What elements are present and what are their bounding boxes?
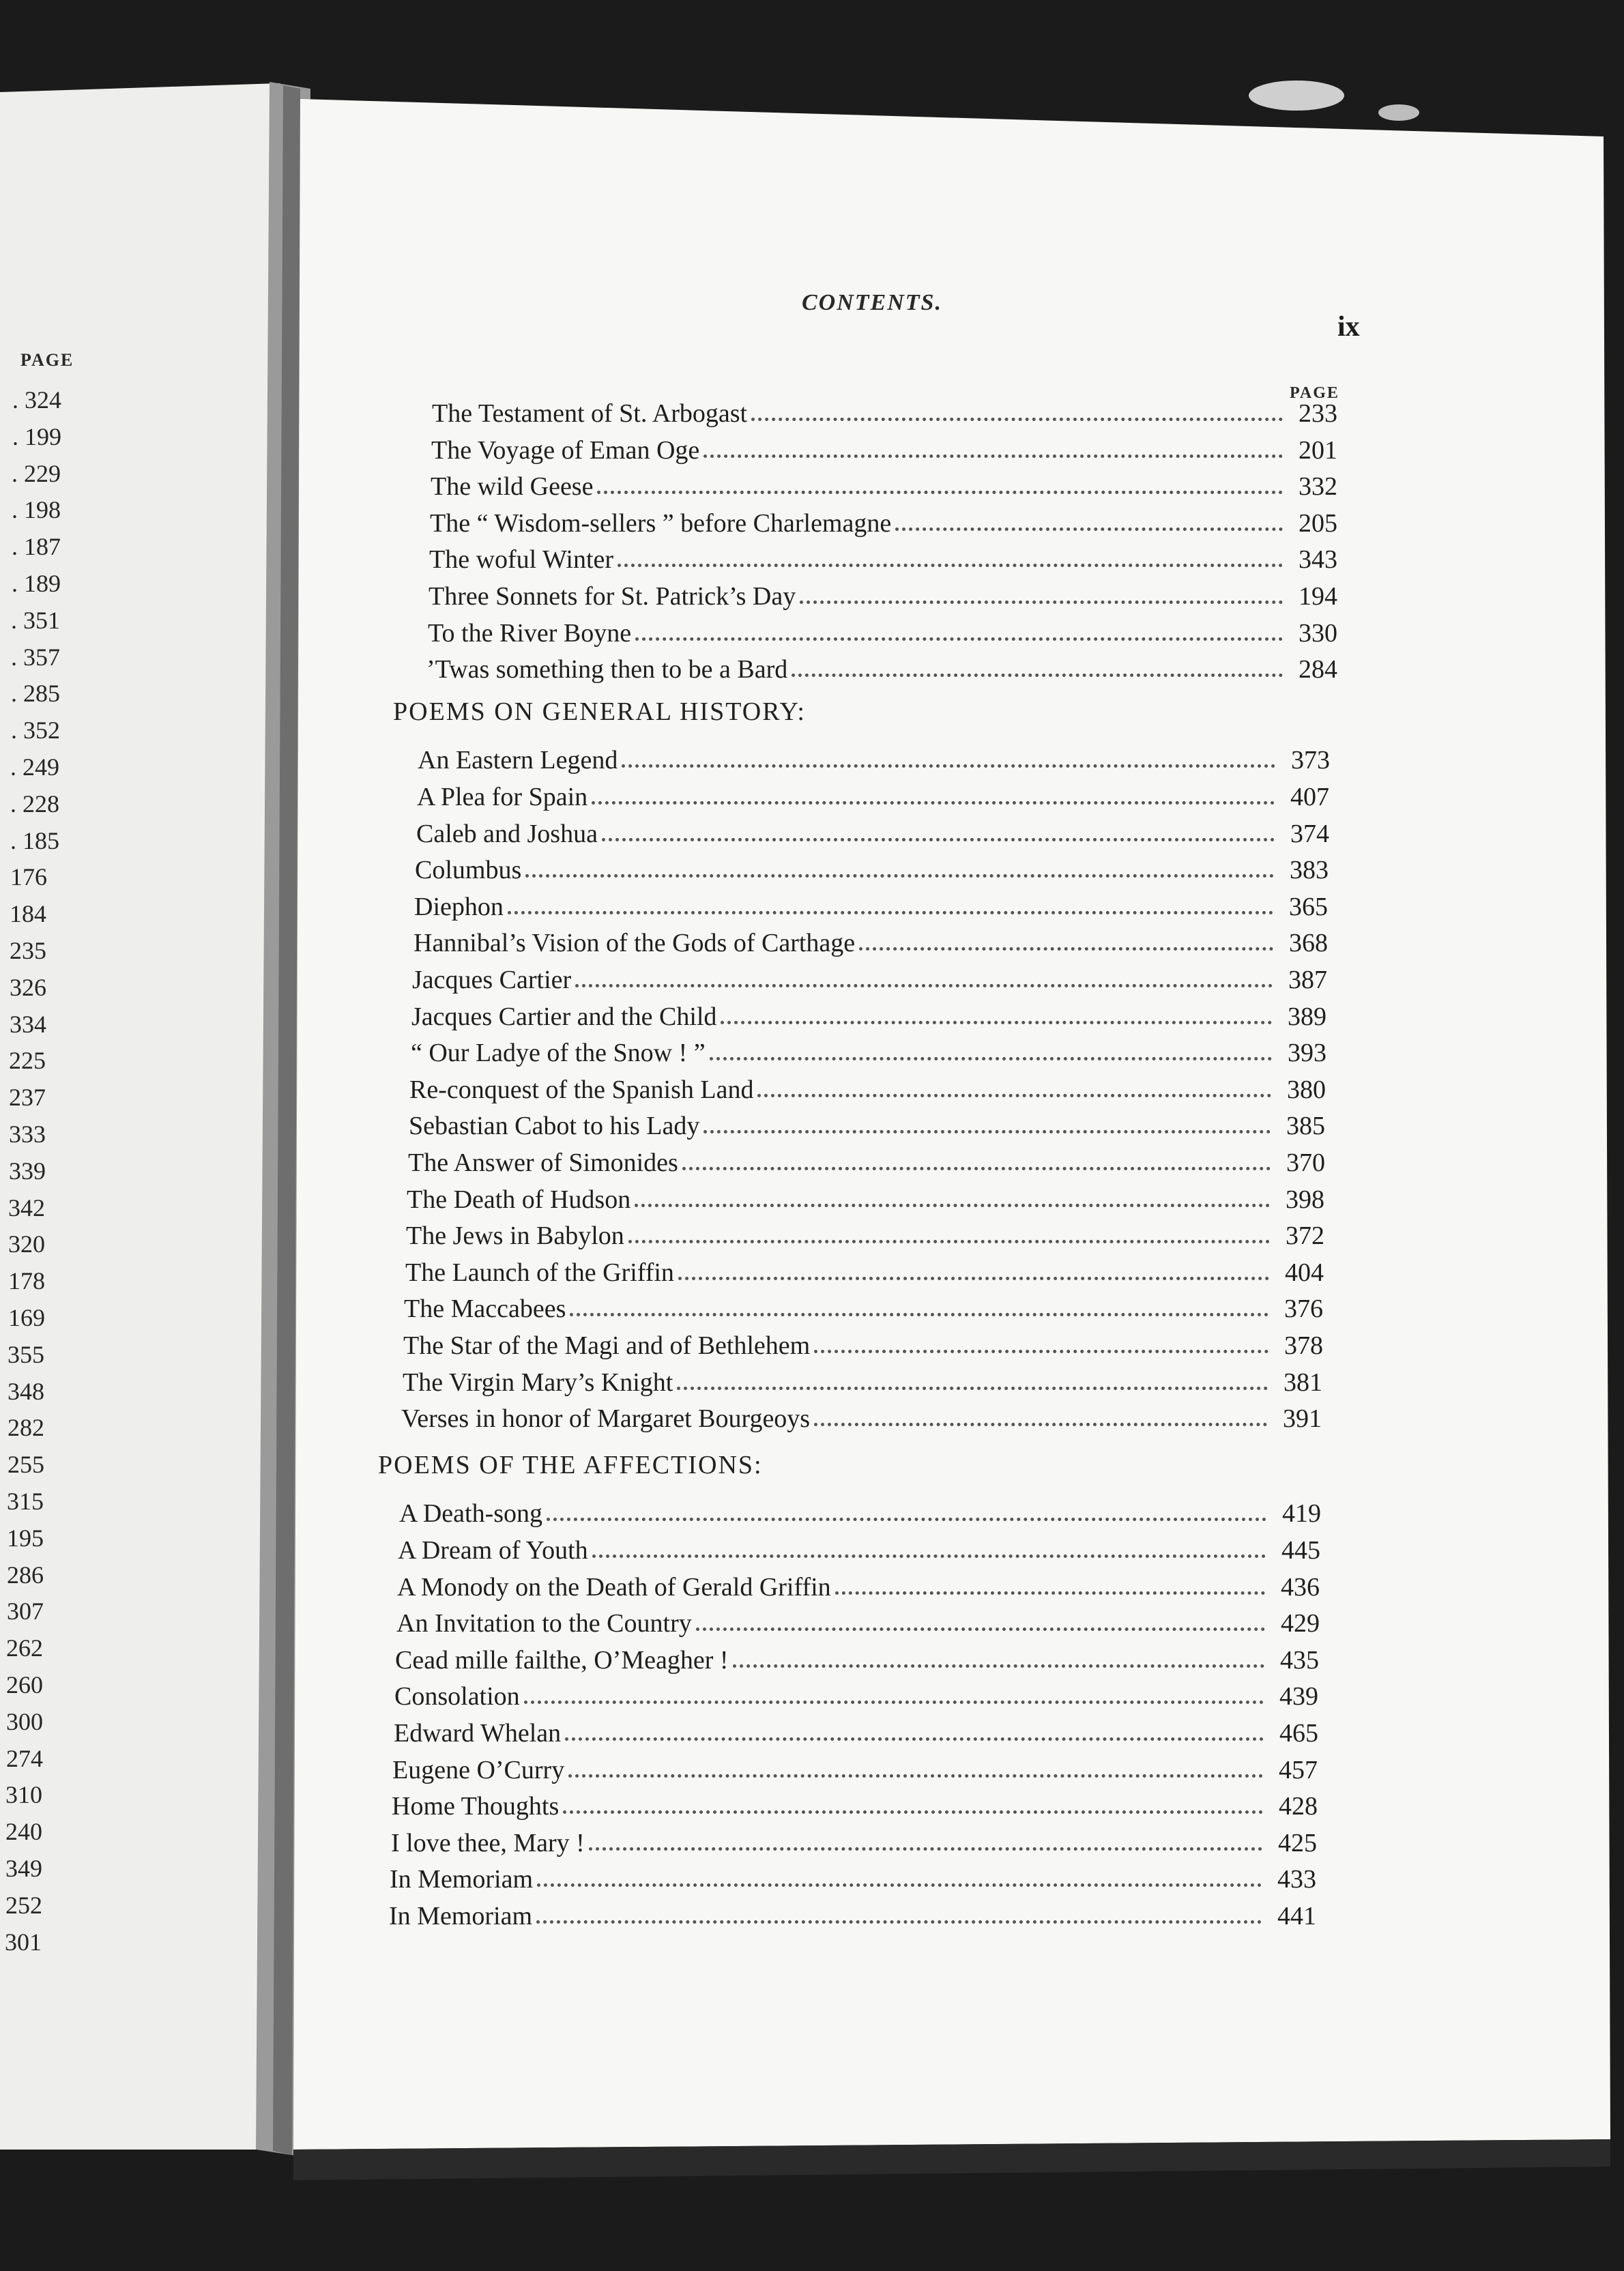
- toc-entry: [432, 394, 1337, 429]
- toc-entry-title: A Monody on the Death of Gerald Griffin: [397, 1572, 831, 1602]
- toc-entry-page: 439: [1279, 1682, 1318, 1711]
- left-page-number: . 199: [12, 422, 61, 450]
- left-page-number: . 185: [10, 826, 59, 854]
- toc-entry-page: 404: [1285, 1258, 1324, 1287]
- toc-entry-title: In Memoriam: [390, 1865, 534, 1894]
- toc-entry-title: The Launch of the Griffin: [405, 1258, 674, 1287]
- toc-entry: [416, 815, 1329, 849]
- left-page-number: . 229: [12, 459, 61, 487]
- toc-entry-title: The Star of the Magi and of Bethlehem: [403, 1331, 811, 1360]
- toc-entry-page: 194: [1299, 582, 1337, 611]
- toc-entry: [415, 851, 1329, 885]
- toc-entry-title: To the River Boyne: [428, 618, 632, 648]
- toc-entry: [426, 650, 1337, 684]
- toc-entry: [403, 1363, 1322, 1398]
- toc-entry: [392, 1787, 1318, 1821]
- toc-entry: [407, 1181, 1324, 1215]
- left-page-number: 169: [8, 1304, 45, 1331]
- left-page-number: . 351: [11, 606, 60, 634]
- section-heading: POEMS OF THE AFFECTIONS:: [378, 1450, 763, 1479]
- dot-leader: [757, 1094, 1271, 1097]
- toc-entry: [394, 1714, 1318, 1748]
- dot-leader: [508, 911, 1273, 914]
- toc-entry: [392, 1751, 1318, 1785]
- dot-leader: [800, 601, 1283, 604]
- dot-leader: [565, 1737, 1264, 1741]
- left-page-number: . 187: [12, 533, 61, 561]
- toc-entry-title: Verses in honor of Margaret Bourgeoys: [401, 1404, 811, 1434]
- left-page-number: 225: [9, 1047, 46, 1075]
- toc-entry-title: ’Twas something then to be a Bard: [426, 655, 788, 684]
- toc-entry-title: Diephon: [414, 892, 504, 921]
- toc-entry-title: The woful Winter: [429, 545, 614, 575]
- left-page-number: 184: [10, 900, 46, 928]
- toc-entry-page: 380: [1287, 1075, 1326, 1104]
- left-page-number: 339: [9, 1157, 46, 1185]
- toc-entry: [404, 1290, 1323, 1324]
- toc-entry: [411, 1034, 1326, 1068]
- toc-entry: [411, 998, 1326, 1032]
- section-heading: POEMS ON GENERAL HISTORY:: [393, 697, 806, 726]
- toc-entry-page: 389: [1288, 1002, 1326, 1031]
- dot-leader: [592, 1554, 1266, 1558]
- toc-entry: [391, 1824, 1317, 1858]
- dot-leader: [524, 1701, 1264, 1704]
- dot-leader: [677, 1387, 1268, 1390]
- toc-entry-page: 433: [1277, 1865, 1316, 1894]
- left-page-number: 274: [6, 1744, 43, 1772]
- dot-leader: [537, 1883, 1262, 1887]
- left-page-number: . 352: [11, 717, 60, 744]
- dot-leader: [597, 491, 1283, 494]
- toc-entry: [399, 1494, 1321, 1529]
- toc-entry: [397, 1568, 1320, 1602]
- toc-entry: [409, 1107, 1325, 1141]
- toc-entry-page: 370: [1286, 1148, 1325, 1177]
- toc-entry: [431, 431, 1337, 465]
- toc-entry: [389, 1897, 1316, 1931]
- toc-entry-page: 385: [1286, 1112, 1325, 1141]
- toc-entry-page: 368: [1289, 929, 1328, 958]
- toc-entry-title: Home Thoughts: [392, 1792, 560, 1821]
- toc-entry-title: The wild Geese: [431, 472, 594, 502]
- toc-entry-page: 428: [1279, 1792, 1318, 1821]
- dot-leader: [589, 1847, 1262, 1851]
- left-page-number: 326: [10, 973, 46, 1001]
- dot-leader: [814, 1423, 1267, 1426]
- toc-entry: [431, 467, 1337, 502]
- left-page-number: 178: [8, 1267, 45, 1295]
- toc-entry-page: 343: [1299, 545, 1337, 575]
- dot-leader: [547, 1518, 1266, 1521]
- dot-leader: [721, 1021, 1272, 1024]
- left-page-number: 237: [9, 1084, 46, 1112]
- left-page-number: . 324: [12, 386, 61, 414]
- toc-entry: [414, 888, 1328, 922]
- dot-leader: [792, 674, 1283, 677]
- left-page-number: 195: [7, 1524, 44, 1552]
- toc-entry-title: The Testament of St. Arbogast: [432, 399, 748, 428]
- dot-leader: [536, 1920, 1262, 1924]
- toc-entry: [429, 540, 1337, 575]
- dot-leader: [704, 454, 1283, 458]
- toc-entry: [409, 1071, 1326, 1105]
- dot-leader: [592, 801, 1275, 805]
- toc-entry-page: 398: [1286, 1185, 1324, 1214]
- toc-entry: [403, 1327, 1323, 1361]
- toc-entry-title: Re-conquest of the Spanish Land: [409, 1075, 754, 1104]
- toc-entry-title: Edward Whelan: [394, 1719, 562, 1748]
- left-page-number: 320: [8, 1230, 45, 1258]
- toc-entry-title: “ Our Ladye of the Snow ! ”: [411, 1039, 706, 1068]
- toc-entry-title: In Memoriam: [389, 1902, 533, 1930]
- toc-entry-page: 391: [1283, 1404, 1322, 1434]
- dot-leader: [704, 1130, 1271, 1133]
- left-page-number: 252: [5, 1891, 42, 1919]
- left-page-number: . 228: [10, 790, 59, 818]
- toc-entry-page: 435: [1280, 1645, 1319, 1675]
- toc-entry: [394, 1677, 1318, 1711]
- toc-entry-page: 441: [1277, 1902, 1316, 1930]
- dot-leader: [635, 1204, 1270, 1207]
- toc-entry-title: The Virgin Mary’s Knight: [403, 1368, 673, 1397]
- toc-entry-title: The Maccabees: [404, 1294, 566, 1324]
- toc-entry: [429, 577, 1337, 611]
- dot-leader: [602, 838, 1275, 841]
- left-page-number: 286: [7, 1561, 44, 1589]
- left-page-number: . 357: [11, 643, 60, 671]
- toc-entry: [396, 1604, 1320, 1638]
- dot-leader: [628, 1240, 1270, 1243]
- left-page-number: 334: [10, 1010, 46, 1038]
- toc-entry-page: 387: [1288, 966, 1327, 994]
- toc-entry-title: Columbus: [415, 856, 522, 885]
- toc-entry-title: Hannibal’s Vision of the Gods of Carthage: [414, 929, 856, 958]
- toc-entry: [398, 1531, 1320, 1565]
- left-page-number: 348: [8, 1377, 44, 1405]
- toc-entry-page: 284: [1299, 655, 1337, 684]
- dot-leader: [835, 1591, 1265, 1595]
- toc-entry: [405, 1254, 1324, 1288]
- left-page-number: 333: [9, 1120, 46, 1148]
- left-page-number: 176: [10, 863, 47, 891]
- dot-leader: [733, 1664, 1264, 1668]
- toc-entry-title: The Death of Hudson: [407, 1185, 631, 1214]
- left-page-number: 355: [8, 1340, 44, 1368]
- toc-entry-page: 419: [1282, 1499, 1321, 1529]
- toc-entry-page: 373: [1291, 746, 1330, 775]
- toc-entry-page: 332: [1299, 472, 1337, 502]
- toc-entry-title: Three Sonnets for St. Patrick’s Day: [429, 582, 796, 611]
- toc-entry-page: 465: [1279, 1719, 1318, 1748]
- left-page-column-heading: PAGE: [20, 350, 74, 370]
- toc-entry-title: The “ Wisdom-sellers ” before Charlemagne: [430, 508, 892, 538]
- toc-entry-page: 378: [1284, 1331, 1323, 1360]
- toc-entry-page: 445: [1281, 1536, 1320, 1565]
- toc-entry-page: 372: [1286, 1221, 1324, 1251]
- dot-leader: [568, 1774, 1263, 1778]
- toc-entry: [406, 1217, 1324, 1251]
- page-folio: ix: [1337, 311, 1360, 343]
- toc-entry-title: The Answer of Simonides: [408, 1148, 678, 1177]
- toc-entry-page: 205: [1299, 508, 1337, 538]
- left-page-number: 282: [8, 1414, 44, 1442]
- toc-entry: [412, 961, 1327, 995]
- left-page-number: 260: [6, 1671, 43, 1698]
- dot-leader: [814, 1350, 1268, 1353]
- dot-leader: [710, 1057, 1272, 1060]
- toc-entry-page: 201: [1299, 435, 1337, 465]
- toc-entry: [395, 1641, 1319, 1675]
- toc-entry: [401, 1400, 1322, 1434]
- toc-entry-title: Eugene O’Curry: [392, 1755, 565, 1784]
- toc-entry-page: 425: [1278, 1828, 1317, 1857]
- left-page-number: 301: [5, 1928, 42, 1956]
- left-page-number: 235: [10, 937, 46, 964]
- toc-entry-title: Cead mille failthe, O’Meagher !: [395, 1645, 729, 1675]
- toc-entry: [418, 741, 1330, 775]
- toc-entry-title: The Voyage of Eman Oge: [431, 435, 700, 465]
- toc-entry-page: 393: [1288, 1039, 1326, 1068]
- dot-leader: [563, 1810, 1263, 1814]
- dot-leader: [635, 637, 1283, 641]
- left-page-number: 315: [7, 1488, 44, 1515]
- left-page-number: 307: [7, 1597, 44, 1625]
- dot-leader: [696, 1628, 1265, 1631]
- left-page-number: 240: [5, 1818, 42, 1846]
- dot-leader: [622, 764, 1275, 768]
- toc-entry: [428, 614, 1337, 648]
- toc-entry-title: A Death-song: [399, 1499, 543, 1529]
- toc-entry-page: 383: [1290, 856, 1329, 885]
- toc-entry-page: 376: [1284, 1294, 1323, 1324]
- left-page-number: 342: [8, 1194, 45, 1221]
- toc-entry-page: 233: [1299, 399, 1337, 428]
- running-head: CONTENTS.: [802, 290, 942, 315]
- toc-entry-title: Caleb and Joshua: [416, 819, 598, 848]
- toc-entry: [417, 778, 1329, 812]
- toc-entry-page: 365: [1289, 892, 1328, 921]
- dot-leader: [575, 984, 1273, 987]
- toc-entry-title: A Dream of Youth: [398, 1536, 588, 1565]
- toc-entry-title: A Plea for Spain: [417, 783, 588, 811]
- dot-leader: [751, 418, 1283, 421]
- toc-entry-page: 330: [1299, 618, 1337, 648]
- toc-entry-page: 374: [1290, 819, 1329, 848]
- toc-entry-title: Sebastian Cabot to his Lady: [409, 1112, 700, 1141]
- left-page-number: 300: [6, 1707, 43, 1735]
- toc-entry: [408, 1144, 1325, 1178]
- dot-leader: [678, 1277, 1269, 1280]
- toc-entry-title: The Jews in Babylon: [406, 1221, 624, 1251]
- page-column-heading: PAGE: [1290, 384, 1339, 402]
- dot-leader: [682, 1167, 1271, 1170]
- left-page-number: 310: [5, 1781, 42, 1809]
- toc-entry-title: An Eastern Legend: [418, 746, 618, 775]
- dot-leader: [570, 1313, 1268, 1316]
- dot-leader: [859, 947, 1273, 951]
- left-page-number: . 189: [12, 570, 61, 597]
- toc-entry: [414, 924, 1328, 958]
- toc-entry-page: 407: [1290, 783, 1329, 811]
- left-page-number: . 198: [12, 496, 61, 524]
- left-page-number: . 285: [11, 680, 60, 708]
- toc-entry: [390, 1860, 1316, 1894]
- left-page-number: . 249: [10, 753, 59, 781]
- toc-entry-page: 429: [1281, 1609, 1320, 1638]
- left-page-number: 255: [8, 1451, 44, 1479]
- toc-entry-page: 381: [1284, 1368, 1322, 1397]
- left-page-number: 349: [5, 1855, 42, 1882]
- dot-leader: [525, 874, 1274, 878]
- dot-leader: [618, 564, 1283, 567]
- toc-entry-title: I love thee, Mary !: [391, 1828, 585, 1857]
- toc-entry-page: 436: [1281, 1572, 1320, 1602]
- toc-entry-page: 457: [1279, 1755, 1318, 1784]
- toc-entry-title: An Invitation to the Country: [396, 1609, 692, 1638]
- left-page-number: 262: [6, 1634, 43, 1662]
- toc-entry-title: Jacques Cartier and the Child: [411, 1002, 717, 1031]
- toc-entry: [430, 504, 1337, 538]
- toc-entry-title: Jacques Cartier: [412, 966, 572, 994]
- dot-leader: [895, 527, 1283, 531]
- toc-entry-title: Consolation: [394, 1682, 520, 1711]
